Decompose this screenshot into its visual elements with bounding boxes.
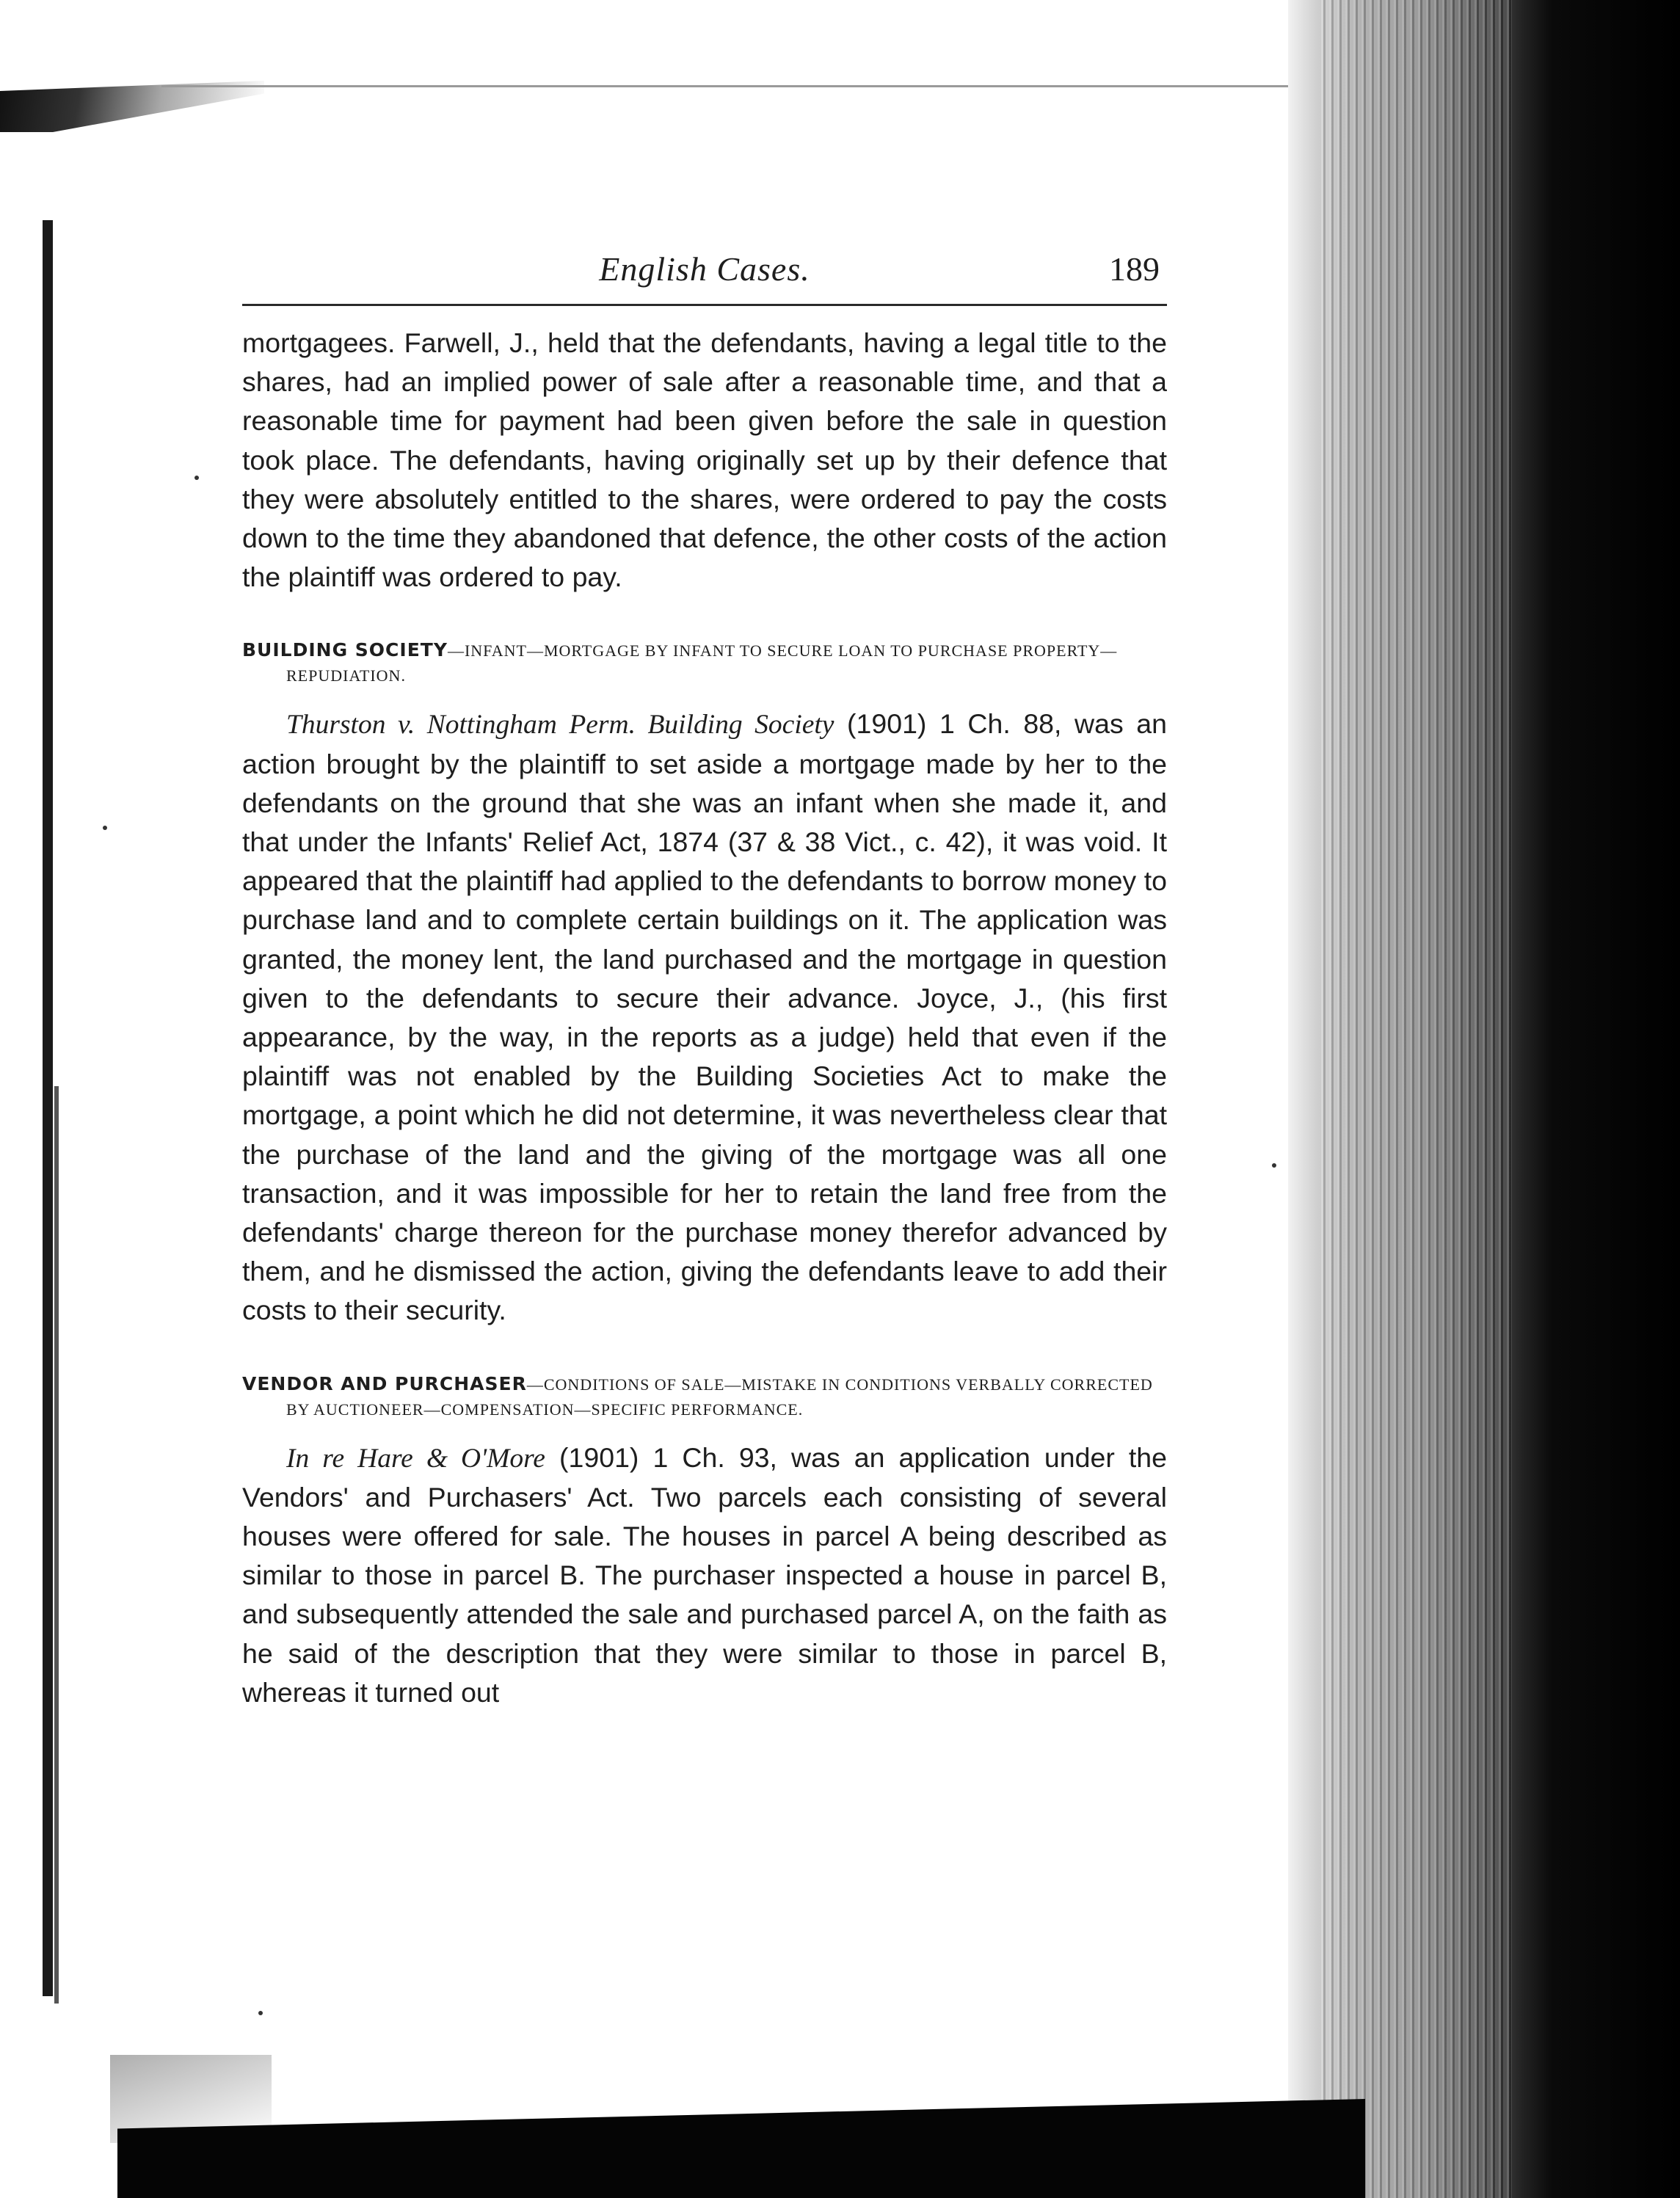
page-edges-texture [1321, 0, 1512, 2198]
paragraph-continued: mortgagees. Farwell, J., held that the defendants, having a legal title to the shares, had an implied power of sale after a reasonable time, and that a reasonable time for payment had been given before the sale in question took place. The defendants, having originally set up by their defence that they were absolutely entitled to the shares, were ordered to pay the costs down to the time they abandoned that defence, the other costs of the action the plaintiff was ordered to pay. [242, 327, 1167, 593]
scan-speck [103, 826, 107, 830]
scan-edge-shadow [0, 81, 264, 132]
running-head [242, 250, 1167, 301]
scan-edge-line [161, 85, 1321, 87]
section-heading-building-society [242, 638, 1167, 688]
scan-speck [258, 2011, 263, 2015]
case-body: (1901) 1 Ch. 93, was an application under the Vendors' and Purchasers' Act. Two parcels each consisting of several houses were offered for sale. The houses in parcel A being described as similar to those in parcel B. The purchaser inspected a house in parcel B, and subsequently attended the sale and purchased parcel A, on the faith as he said of the description that they were similar to those in parcel B, whereas it turned out [242, 1441, 1167, 1708]
running-title: English Cases. [599, 250, 810, 288]
book-page [242, 250, 1167, 1712]
scan-left-margin-bar [43, 220, 53, 1996]
section-title: BUILDING SOCIETY [242, 639, 448, 661]
scan-left-margin-bar [54, 1086, 59, 2004]
section-title: VENDOR AND PURCHASER [242, 1372, 527, 1394]
case-name: In re Hare & O'More [286, 1443, 545, 1474]
scan-speck [1272, 1163, 1276, 1168]
section-subtitle: —INFANT—MORTGAGE BY INFANT TO SECURE LOAN TO PURCHASE PROPERTY—REPUDIATION. [286, 641, 1118, 685]
case-name: Thurston v. Nottingham Perm. Building Society [286, 710, 834, 740]
section-subtitle: —CONDITIONS OF SALE—MISTAKE IN CONDITIONS VERBALLY CORRECTED BY AUCTIONEER—COMPENSATION—SPECIFIC PERFORMANCE. [286, 1375, 1153, 1419]
scan-speck [194, 476, 199, 480]
header-rule [242, 304, 1167, 306]
scan-bottom-shadow [117, 2099, 1365, 2198]
case-body: (1901) 1 Ch. 88, was an action brought by the plaintiff to set aside a mortgage made by her to the defendants on the ground that she was an infant when she made it, and that under the Infants' Relief Act, 1874 (37 & 38 Vict., c. 42), it was void. It appeared that the plaintiff had applied to the defendants to borrow money to purchase land and to complete certain buildings on it. The application was granted, the money lent, the land purchased and the mortgage in question given to the defendants to secure their advance. Joyce, J., (his first appearance, by the way, in the reports as a judge) held that even if the plaintiff was not enabled by the Building Societies Act to make the mortgage, a point which he did not determine, it was nevertheless clear that the purchase of the land and the giving of the mortgage was all one transaction, and it was impossible for her to retain the land free from the defendants' charge thereon for the purchase money therefor advanced by them, and he dismissed the action, giving the defendants leave to add their costs to their security. [242, 708, 1167, 1326]
case-paragraph-thurston [242, 705, 1167, 1330]
page-number: 189 [1109, 250, 1160, 288]
case-paragraph-hare [242, 1438, 1167, 1712]
section-heading-vendor-purchaser [242, 1372, 1167, 1422]
